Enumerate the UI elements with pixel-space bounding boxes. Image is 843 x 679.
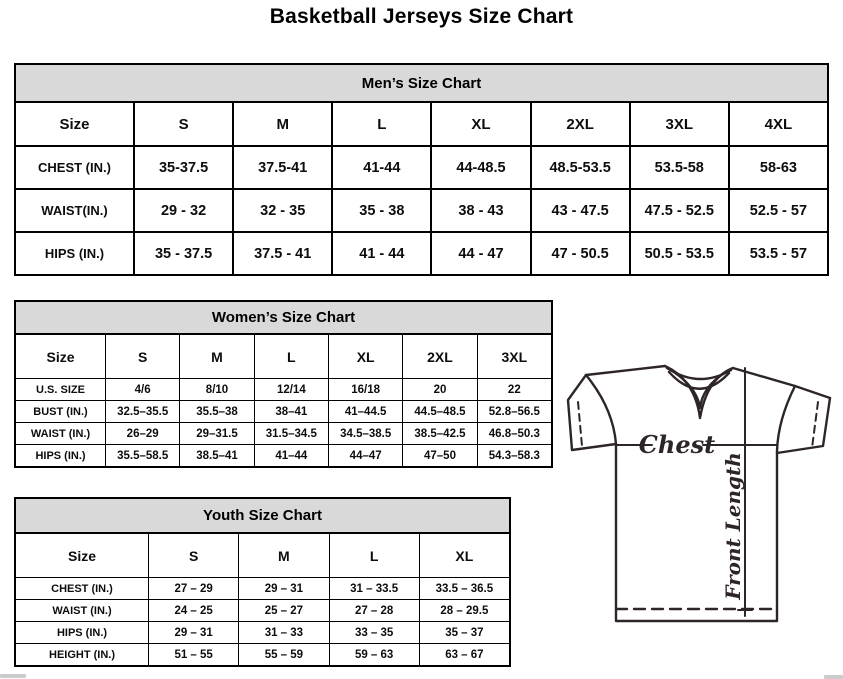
mens-size-table <box>14 63 829 276</box>
row-label: HIPS (IN.) <box>16 444 105 466</box>
youth-size-table <box>14 497 511 667</box>
horizontal-scrollbar-fragment-right[interactable] <box>824 675 843 679</box>
size-value: 16/18 <box>328 378 402 400</box>
size-value: 27 – 29 <box>148 577 238 599</box>
size-value: 31.5–34.5 <box>254 422 328 444</box>
size-value: 37.5 - 41 <box>232 231 331 274</box>
row-label: HIPS (IN.) <box>16 231 133 274</box>
jersey-armhole-seam <box>777 386 795 451</box>
column-header: 4XL <box>728 103 827 145</box>
size-value: 22 <box>477 378 551 400</box>
page-title: Basketball Jerseys Size Chart <box>269 5 574 28</box>
column-header: L <box>331 103 430 145</box>
row-label: WAIST (IN.) <box>16 422 105 444</box>
size-value: 4/6 <box>105 378 179 400</box>
front-length-label: Front Length <box>721 452 745 600</box>
size-value: 25 – 27 <box>238 599 328 621</box>
jersey-measurement-diagram <box>556 358 842 630</box>
column-header: 2XL <box>402 335 476 378</box>
size-value: 44 - 47 <box>430 231 529 274</box>
size-value: 50.5 - 53.5 <box>629 231 728 274</box>
mens-chart-title: Men’s Size Chart <box>16 65 827 103</box>
row-label: WAIST (IN.) <box>16 599 148 621</box>
size-value: 47–50 <box>402 444 476 466</box>
size-value: 41-44 <box>331 145 430 188</box>
size-value: 27 – 28 <box>329 599 419 621</box>
jersey-outline <box>733 368 830 398</box>
row-label: BUST (IN.) <box>16 400 105 422</box>
size-value: 35.5–38 <box>179 400 253 422</box>
size-value: 28 – 29.5 <box>419 599 509 621</box>
chest-label: Chest <box>638 430 716 459</box>
column-header: Size <box>46 348 75 365</box>
size-value: 54.3–58.3 <box>477 444 551 466</box>
size-value: 47 - 50.5 <box>530 231 629 274</box>
size-value: 32 - 35 <box>232 188 331 231</box>
column-header: XL <box>328 335 402 378</box>
horizontal-scrollbar-fragment-left[interactable] <box>0 674 26 678</box>
column-header: Size <box>67 547 96 564</box>
column-header: M <box>179 335 253 378</box>
size-value: 41–44.5 <box>328 400 402 422</box>
size-value: 38.5–41 <box>179 444 253 466</box>
size-value: 31 – 33.5 <box>329 577 419 599</box>
column-header: Size <box>59 115 90 133</box>
column-header: M <box>232 103 331 145</box>
column-header: L <box>254 335 328 378</box>
size-value: 38–41 <box>254 400 328 422</box>
row-label: U.S. SIZE <box>16 378 105 400</box>
size-value: 35-37.5 <box>133 145 232 188</box>
size-value: 34.5–38.5 <box>328 422 402 444</box>
size-value: 44-48.5 <box>430 145 529 188</box>
jersey-outline <box>586 366 665 375</box>
size-value: 29–31.5 <box>179 422 253 444</box>
size-value: 20 <box>402 378 476 400</box>
column-header: S <box>148 534 238 577</box>
womens-size-table <box>14 300 553 468</box>
jersey-armhole-seam <box>586 375 616 444</box>
size-value: 29 – 31 <box>238 577 328 599</box>
column-header: S <box>105 335 179 378</box>
size-value: 35 – 37 <box>419 621 509 643</box>
column-header: XL <box>419 534 509 577</box>
size-value: 47.5 - 52.5 <box>629 188 728 231</box>
size-value: 24 – 25 <box>148 599 238 621</box>
size-value: 44–47 <box>328 444 402 466</box>
column-header: M <box>238 534 328 577</box>
size-value: 29 – 31 <box>148 621 238 643</box>
size-value: 37.5-41 <box>232 145 331 188</box>
size-value: 35.5–58.5 <box>105 444 179 466</box>
size-value: 48.5-53.5 <box>530 145 629 188</box>
size-value: 41–44 <box>254 444 328 466</box>
size-value: 51 – 55 <box>148 643 238 665</box>
column-header: 2XL <box>530 103 629 145</box>
row-label: HEIGHT (IN.) <box>16 643 148 665</box>
size-value: 33 – 35 <box>329 621 419 643</box>
column-header: 3XL <box>629 103 728 145</box>
column-header: S <box>133 103 232 145</box>
size-value: 33.5 – 36.5 <box>419 577 509 599</box>
size-value: 43 - 47.5 <box>530 188 629 231</box>
size-value: 41 - 44 <box>331 231 430 274</box>
size-value: 63 – 67 <box>419 643 509 665</box>
jersey-body <box>616 444 777 621</box>
jersey-cuff-dashed-line <box>578 402 582 446</box>
size-value: 29 - 32 <box>133 188 232 231</box>
youth-chart-title: Youth Size Chart <box>16 499 509 534</box>
size-value: 35 - 37.5 <box>133 231 232 274</box>
size-value: 52.8–56.5 <box>477 400 551 422</box>
size-value: 35 - 38 <box>331 188 430 231</box>
womens-chart-title: Women’s Size Chart <box>16 302 551 335</box>
row-label: WAIST(IN.) <box>16 188 133 231</box>
row-label: CHEST (IN.) <box>16 577 148 599</box>
size-value: 32.5–35.5 <box>105 400 179 422</box>
size-value: 53.5 - 57 <box>728 231 827 274</box>
size-value: 53.5-58 <box>629 145 728 188</box>
size-value: 58-63 <box>728 145 827 188</box>
row-label: CHEST (IN.) <box>16 145 133 188</box>
size-value: 26–29 <box>105 422 179 444</box>
size-value: 46.8–50.3 <box>477 422 551 444</box>
size-value: 59 – 63 <box>329 643 419 665</box>
jersey-cuff-dashed-line <box>812 402 818 448</box>
column-header: L <box>329 534 419 577</box>
size-value: 52.5 - 57 <box>728 188 827 231</box>
size-value: 38 - 43 <box>430 188 529 231</box>
size-value: 38.5–42.5 <box>402 422 476 444</box>
size-value: 44.5–48.5 <box>402 400 476 422</box>
row-label: HIPS (IN.) <box>16 621 148 643</box>
size-value: 12/14 <box>254 378 328 400</box>
size-value: 8/10 <box>179 378 253 400</box>
column-header: XL <box>430 103 529 145</box>
size-value: 55 – 59 <box>238 643 328 665</box>
column-header: 3XL <box>477 335 551 378</box>
size-value: 31 – 33 <box>238 621 328 643</box>
